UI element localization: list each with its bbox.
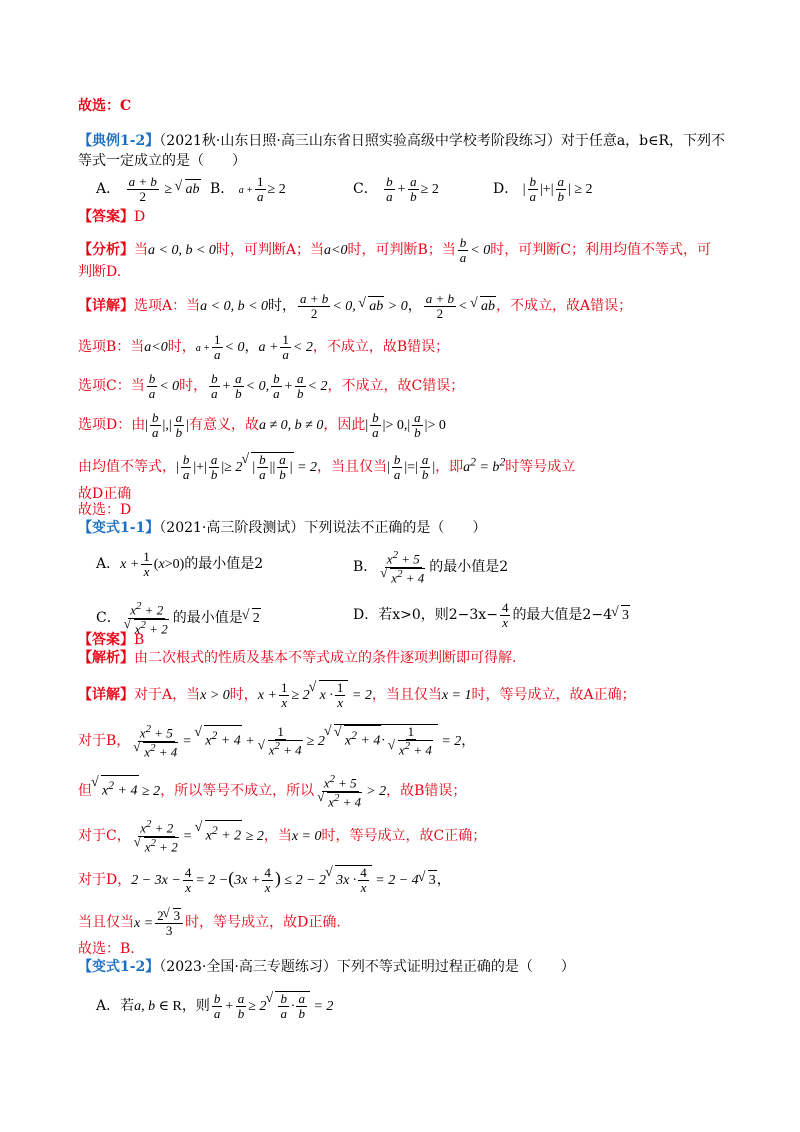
detail-choice: 故选：D bbox=[78, 502, 132, 518]
variant-1-1-header: 【变式1-1】（2021·高三阶段测试）下列说法不正确的是（ ） bbox=[78, 520, 487, 536]
detail2-d-line: 对于D，2 − 3x − $\frac{4}{x}$ = 2 −(3x + $\frac{4}{x}$ ) ≤ 2 − 2√ 3x · $\frac{4}{x}$ = 2 − 4√ 3， bbox=[78, 865, 451, 896]
example-header bbox=[78, 131, 725, 151]
detail-c-line: 选项C：当 $\frac{b}{a}$ < 0时， $\frac{b}{a}$ + $\frac{a}{b}$ < 0, $\frac{b}{a}$ + $\frac{a}{b}$ < 2，不成立，故C错误； bbox=[78, 371, 465, 402]
answer2-line: 【答案】B bbox=[78, 632, 145, 648]
option-c: C． $\frac{b}{a}$ + $\frac{a}{b}$ ≥ 2 bbox=[353, 174, 439, 205]
variant-option-b: B． $x^2 + 5$ √ $x^2 + 4$ 的最小值是2 bbox=[353, 550, 508, 585]
detail2-a-line: 【详解】对于A，当x > 0时，x + $\frac{1}{x}$ ≥ 2√ x · $\frac{1}{x}$ = 2，当且仅当x = 1时，等号成立，故A正确； bbox=[78, 680, 636, 711]
detail2-b-line: 对于B， $x^2 + 5$ √ $x^2 + 4$ = √ $x^2 + 4$ + 1 √ $x^2 + 4$ ≥ 2√ √ $x^2 + 4\cdot$ 1 √ $x^2 + 4$ = 2， bbox=[78, 724, 475, 759]
example-tag: 【典例1-2】 bbox=[78, 133, 160, 149]
variant-option-a: A．x + $\frac{1}{x}$ (x>0)的最小值是2 bbox=[96, 549, 264, 580]
answer-choice-line: 故选：C bbox=[78, 98, 132, 114]
analysis-line-2: 判断D. bbox=[78, 264, 122, 280]
answer-line: 【答案】D bbox=[78, 209, 146, 225]
example-source: （2021秋·山东日照·高三山东省日照实验高级中学校考阶段练习）对于任意a，b∈R，下列不 bbox=[159, 133, 726, 149]
variant-option-d: D．若x>0，则2−3x− $\frac{4}{x}$ 的最大值是2−4√ 3 bbox=[353, 601, 630, 631]
detail-d-line: 选项D：由| $\frac{b}{a}$ |,| $\frac{a}{b}$ |有意义，故a ≠ 0, b ≠ 0，因此| $\frac{b}{a}$ |> 0,| $\frac{a}{b}$ |> 0 bbox=[78, 410, 446, 441]
variant-option-c: C． $x^2 + 2$ √ $x^2 + 2$ 的最小值是√ 2 bbox=[96, 601, 261, 636]
option-d: D． | $\frac{b}{a}$ |+| $\frac{a}{b}$ | ≥ 2 bbox=[493, 174, 593, 205]
option-b: B． a + $\frac{1}{a}$ ≥ 2 bbox=[210, 174, 286, 205]
example-question-tail: 等式一定成立的是（ ） bbox=[78, 153, 246, 169]
detail2-b-line-2: 但√ $x^2 + 4 \ge 2$，所以等号不成立，所以 $x^2 + 5$ √ $x^2 + 4$ > 2，故B错误； bbox=[78, 774, 466, 809]
detail-a-line: 【详解】选项A：当a < 0, b < 0时， $\frac{a + b}{2}$ < 0, √ ab > 0， $\frac{a + b}{2}$ < √ ab，不成立，故A错误； bbox=[78, 292, 632, 322]
variant2-option-a: A．若a, b ∈ R，则 $\frac{b}{a}$ + $\frac{a}{b}$ ≥ 2 √ $\frac{b}{a}$ · $\frac{a}{b}$ = 2 bbox=[96, 991, 333, 1022]
detail-b-line: 选项B：当a<0时，a + $\frac{1}{a}$ < 0，a + $\frac{1}{a}$ < 2，不成立，故B错误； bbox=[78, 332, 450, 363]
detail-mean-line: 由均值不等式，| $\frac{b}{a}$ |+| $\frac{a}{b}$ |≥ 2√ | $\frac{b}{a}$ || $\frac{a}{b}$ | = 2，当且仅当| $\frac{b}{a}$ |=| $\frac{a}{b}$ |，即$a^2 = b^2$时等号成立 bbox=[78, 452, 575, 483]
jiexi-line: 【解析】由二次根式的性质及基本不等式成立的条件逐项判断即可得解. bbox=[78, 650, 517, 666]
variant-1-2-header: 【变式1-2】（2023·全国·高三专题练习）下列不等式证明过程正确的是（ ） bbox=[78, 959, 575, 975]
detail2-c-line: 对于C， $x^2 + 2$ √ $x^2 + 2$ = √ $x^2 + 2 \ge 2$，当x = 0时，等号成立，故C正确； bbox=[78, 819, 486, 854]
detail2-choice: 故选：B. bbox=[78, 941, 135, 957]
detail2-d-line-2: 当且仅当x = $\frac{2√ 3}{3}$ 时，等号成立，故D正确. bbox=[78, 908, 341, 939]
analysis-line-1: 【分析】当a < 0, b < 0时，可判断A；当a<0时，可判断B；当 $\frac{b}{a}$ < 0时，可判断C；利用均值不等式，可 bbox=[78, 235, 711, 266]
option-a: A． $\frac{a + b}{2}$ ≥ √ ab bbox=[96, 175, 201, 205]
detail-d-correct: 故D正确 bbox=[78, 486, 132, 502]
